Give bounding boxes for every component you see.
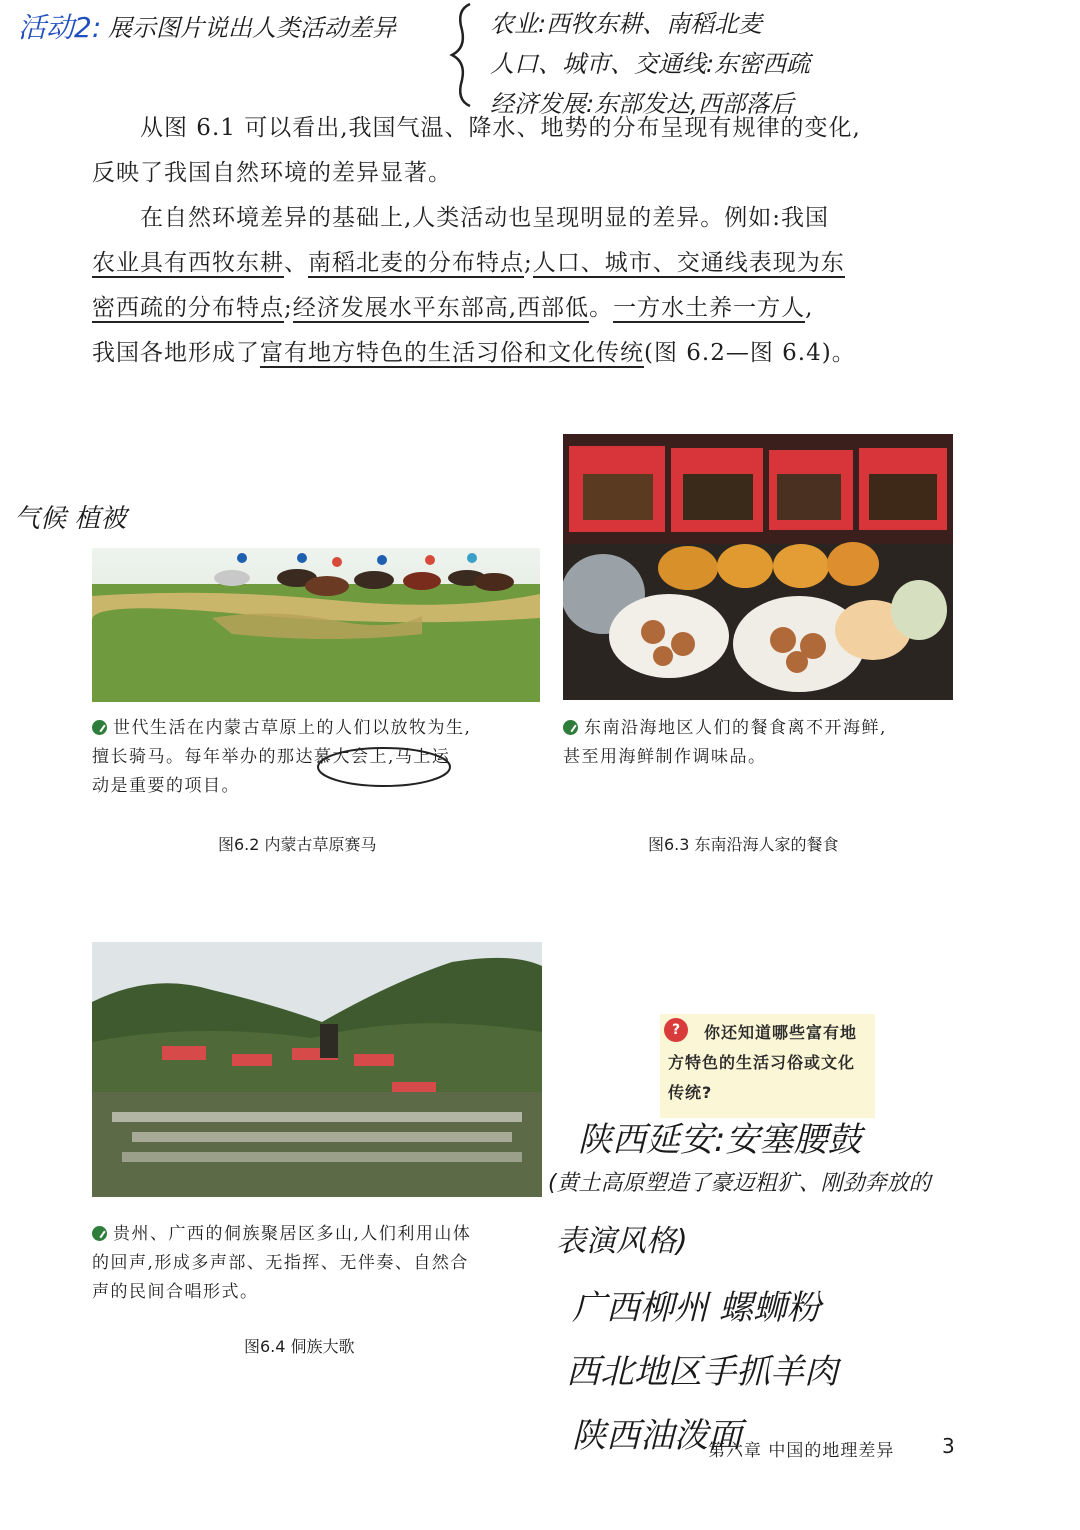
activity-label: 活动2: [18, 11, 102, 44]
leaf-icon [92, 720, 107, 735]
fig64-cap-line-1: 贵州、广西的侗族聚居区多山,人们利用山体 [113, 1224, 472, 1244]
leaf-icon [92, 1226, 107, 1241]
fig64-caption [92, 1220, 547, 1307]
answer-line-3: 表演风格) [556, 1224, 688, 1259]
fig62-label: 图6.2 内蒙古草原赛马 [218, 835, 377, 854]
p2-line-2: 农业具有西牧东耕、南稻北麦的分布特点;人口、城市、交通线表现为东 [92, 250, 845, 276]
question-line-2: 方特色的生活习俗或文化 [668, 1053, 856, 1072]
p2-line-4: 我国各地形成了富有地方特色的生活习俗和文化传统(图 6.2—图 6.4)。 [92, 340, 856, 366]
answer-line-1: 陕西延安:安塞腰鼓 [578, 1120, 862, 1160]
paragraph-2 [92, 196, 972, 376]
fig63-label: 图6.3 东南沿海人家的餐食 [648, 835, 839, 854]
side-note: 气候 植被 [14, 504, 127, 534]
fig64-cap-line-2: 的回声,形成多声部、无指挥、无伴奏、自然合 [92, 1253, 469, 1273]
fig63-cap-line-1: 东南沿海地区人们的餐食离不开海鲜, [584, 718, 887, 738]
underline-customs: 富有地方特色的生活习俗和文化传统 [260, 340, 644, 366]
fig62-cap-line-1: 世代生活在内蒙古草原上的人们以放牧为生, [113, 718, 472, 738]
fig63-caption [563, 714, 958, 772]
fig64-label: 图6.4 侗族大歌 [244, 1337, 355, 1356]
circle-mark [314, 744, 454, 790]
question-line-1: 你还知道哪些富有地 [704, 1023, 858, 1042]
fig63-cap-line-2: 甚至用海鲜制作调味品。 [563, 747, 767, 767]
p2-line-1: 在自然环境差异的基础上,人类活动也呈现明显的差异。例如:我国 [140, 205, 830, 231]
answer-line-5: 西北地区手抓羊肉 [566, 1352, 838, 1392]
underline-distribution: 密西疏的分布特点 [92, 295, 284, 321]
question-line-3: 传统? [668, 1083, 713, 1102]
fig62-cap-line-3: 动是重要的项目。 [92, 776, 240, 796]
page-number: 3 [942, 1434, 955, 1458]
grassland-horse-race-photo [92, 548, 540, 702]
underline-population: 人口、城市、交通线表现为东 [532, 250, 845, 276]
brace-mark [448, 0, 478, 110]
seafood-meal-photo [563, 434, 953, 700]
p2-line-3: 密西疏的分布特点;经济发展水平东部高,西部低。一方水土养一方人, [92, 295, 814, 321]
activity-note: 展示图片说出人类活动差异 [108, 14, 396, 42]
leaf-icon [563, 720, 578, 735]
brace-note-3: 经济发展:东部发达,西部落后 [490, 90, 794, 118]
paragraph-1 [92, 106, 972, 196]
underline-economy: 经济发展水平东部高,西部低 [292, 295, 590, 321]
fig64-cap-line-3: 声的民间合唱形式。 [92, 1282, 259, 1302]
p1-line-2: 反映了我国自然环境的差异显著。 [92, 160, 452, 186]
p1-line-1: 从图 6.1 可以看出,我国气温、降水、地势的分布呈现有规律的变化, [140, 115, 861, 141]
underline-proverb: 一方水土养一方人 [613, 295, 806, 321]
dong-chorus-photo [92, 942, 542, 1197]
fig62-cap-line-2: 擅长骑马。每年举办的那达慕大会上,马上运 [92, 747, 451, 767]
brace-note-2: 人口、城市、交通线:东密西疏 [490, 50, 811, 78]
brace-note-1: 农业:西牧东耕、南稻北麦 [490, 10, 763, 38]
chapter-title: 第六章 中国的地理差异 [708, 1441, 895, 1461]
question-text [668, 1018, 883, 1108]
question-icon: ? [664, 1018, 688, 1042]
answer-line-6: 陕西油泼面 [572, 1416, 742, 1456]
answer-line-4: 广西柳州 螺蛳粉 [572, 1288, 821, 1328]
underline-agri-2: 南稻北麦的分布特点 [308, 250, 524, 276]
underline-agri-1: 农业具有西牧东耕 [92, 250, 284, 276]
answer-line-2: (黄土高原塑造了豪迈粗犷、刚劲奔放的 [548, 1171, 931, 1196]
